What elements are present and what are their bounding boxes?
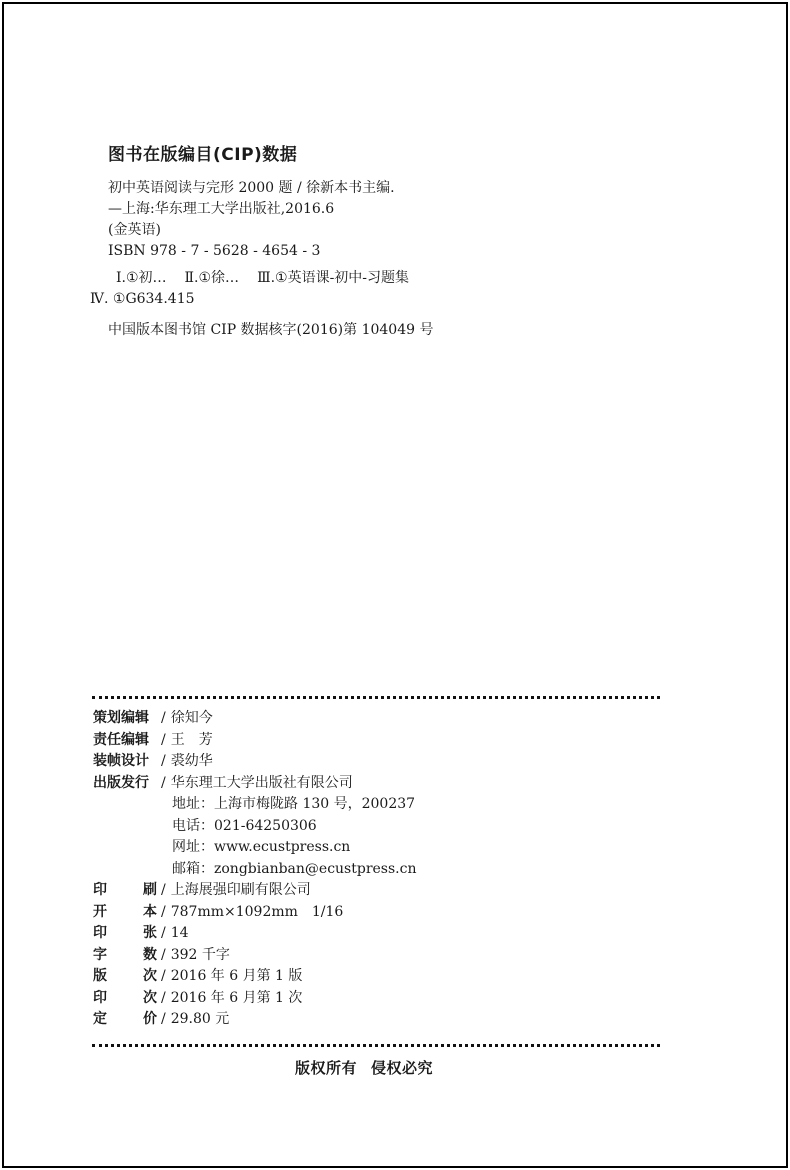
credit-label-char: 印 [93, 882, 107, 898]
credit-label [93, 880, 157, 902]
credit-separator: / [161, 1011, 166, 1027]
credit-row-edition [93, 966, 653, 988]
cip-class-row-1 [108, 268, 668, 289]
credit-row-publisher [93, 773, 653, 795]
credit-label [93, 902, 157, 924]
credit-label-char: 次 [143, 989, 157, 1006]
cip-publisher-line: —上海:华东理工大学出版社,2016.6 [108, 201, 335, 217]
credit-value: 裘幼华 [170, 753, 213, 769]
credits-block [93, 708, 653, 1031]
credit-separator: / [161, 968, 166, 984]
publisher-phone: 电话：021-64250306 [172, 817, 317, 834]
credit-label-char: 数 [143, 946, 157, 963]
credit-label [93, 988, 157, 1010]
credit-label [93, 966, 157, 988]
credit-separator: / [161, 753, 166, 769]
credit-value: 29.80 元 [170, 1011, 230, 1027]
credit-label [93, 945, 157, 967]
cip-title: 图书在版编目(CIP)数据 [108, 145, 298, 165]
credit-separator: / [161, 946, 166, 963]
cip-series-line: (金英语) [108, 222, 161, 238]
publisher-website: 网址：www.ecustpress.cn [172, 839, 351, 855]
credit-label-char: 定 [93, 1011, 107, 1027]
copyright-notice [0, 1058, 728, 1078]
cip-isbn-line: ISBN 978 - 7 - 5628 - 4654 - 3 [108, 243, 321, 259]
cip-record-number: 中国版本图书馆 CIP 数据核字(2016)第 104049 号 [108, 322, 434, 338]
credit-value: 王 芳 [170, 731, 213, 748]
credit-value: 徐知今 [170, 710, 213, 726]
credit-separator: / [161, 882, 166, 898]
credit-separator: / [161, 903, 166, 920]
cip-classification [90, 268, 668, 310]
credit-label-char: 张 [143, 925, 157, 941]
credit-label-char: 刷 [143, 882, 157, 898]
credit-label-char: 价 [143, 1011, 157, 1027]
credit-separator: / [161, 989, 166, 1006]
copyright-infringement: 侵权必究 [371, 1059, 434, 1077]
cip-book-title-line: 初中英语阅读与完形 2000 题 / 徐新本书主编. [108, 180, 395, 196]
credit-separator: / [161, 925, 166, 941]
credit-separator: / [161, 774, 166, 791]
credit-value: 787mm×1092mm 1/16 [170, 903, 344, 920]
credit-label: 责任编辑 [93, 731, 149, 748]
copyright-all-rights: 版权所有 [294, 1059, 357, 1077]
credit-value: 2016 年 6 月第 1 次 [170, 989, 303, 1006]
credit-label [93, 923, 157, 945]
credit-row-words [93, 945, 653, 967]
cip-block [90, 144, 668, 341]
publisher-address: 地址：上海市梅陇路 130 号，200237 [172, 796, 416, 812]
credit-separator: / [161, 710, 166, 726]
credit-value: 392 千字 [170, 946, 230, 963]
credit-row-price [93, 1009, 653, 1031]
credit-label-char: 印 [93, 989, 107, 1006]
credit-value: 2016 年 6 月第 1 版 [170, 968, 303, 984]
credit-row-format [93, 902, 653, 924]
credit-label: 策划编辑 [93, 710, 149, 726]
dotted-divider-bottom [92, 1044, 660, 1047]
credit-label-char: 印 [93, 925, 107, 941]
credit-label-char: 开 [93, 903, 107, 920]
cip-class-row-2: Ⅳ. ①G634.415 [90, 291, 195, 307]
credit-value: 华东理工大学出版社有限公司 [170, 774, 353, 791]
credit-row-editor [93, 730, 653, 752]
credit-row-designer [93, 751, 653, 773]
credit-label: 装帧设计 [93, 753, 149, 769]
publisher-email: 邮箱：zongbianban@ecustpress.cn [172, 860, 417, 877]
credit-value: 上海展强印刷有限公司 [170, 882, 311, 898]
credit-separator: / [161, 731, 166, 748]
credit-label-char: 次 [143, 968, 157, 984]
credit-row-printing [93, 988, 653, 1010]
credit-row-sheets [93, 923, 653, 945]
credit-label-char: 字 [93, 946, 107, 963]
credit-row-printer [93, 880, 653, 902]
credit-label [93, 1009, 157, 1031]
credit-label: 出版发行 [93, 774, 149, 791]
credit-value: 14 [170, 925, 189, 941]
credit-label-char: 本 [143, 903, 157, 920]
dotted-divider-top [92, 696, 660, 699]
cip-class-item: Ⅲ.①英语课-初中-习题集 [257, 270, 410, 286]
credit-label-char: 版 [93, 968, 107, 984]
cip-class-item: Ⅰ.①初… [116, 270, 167, 286]
cip-class-item: Ⅱ.①徐… [184, 270, 240, 286]
credit-row-planner [93, 708, 653, 730]
